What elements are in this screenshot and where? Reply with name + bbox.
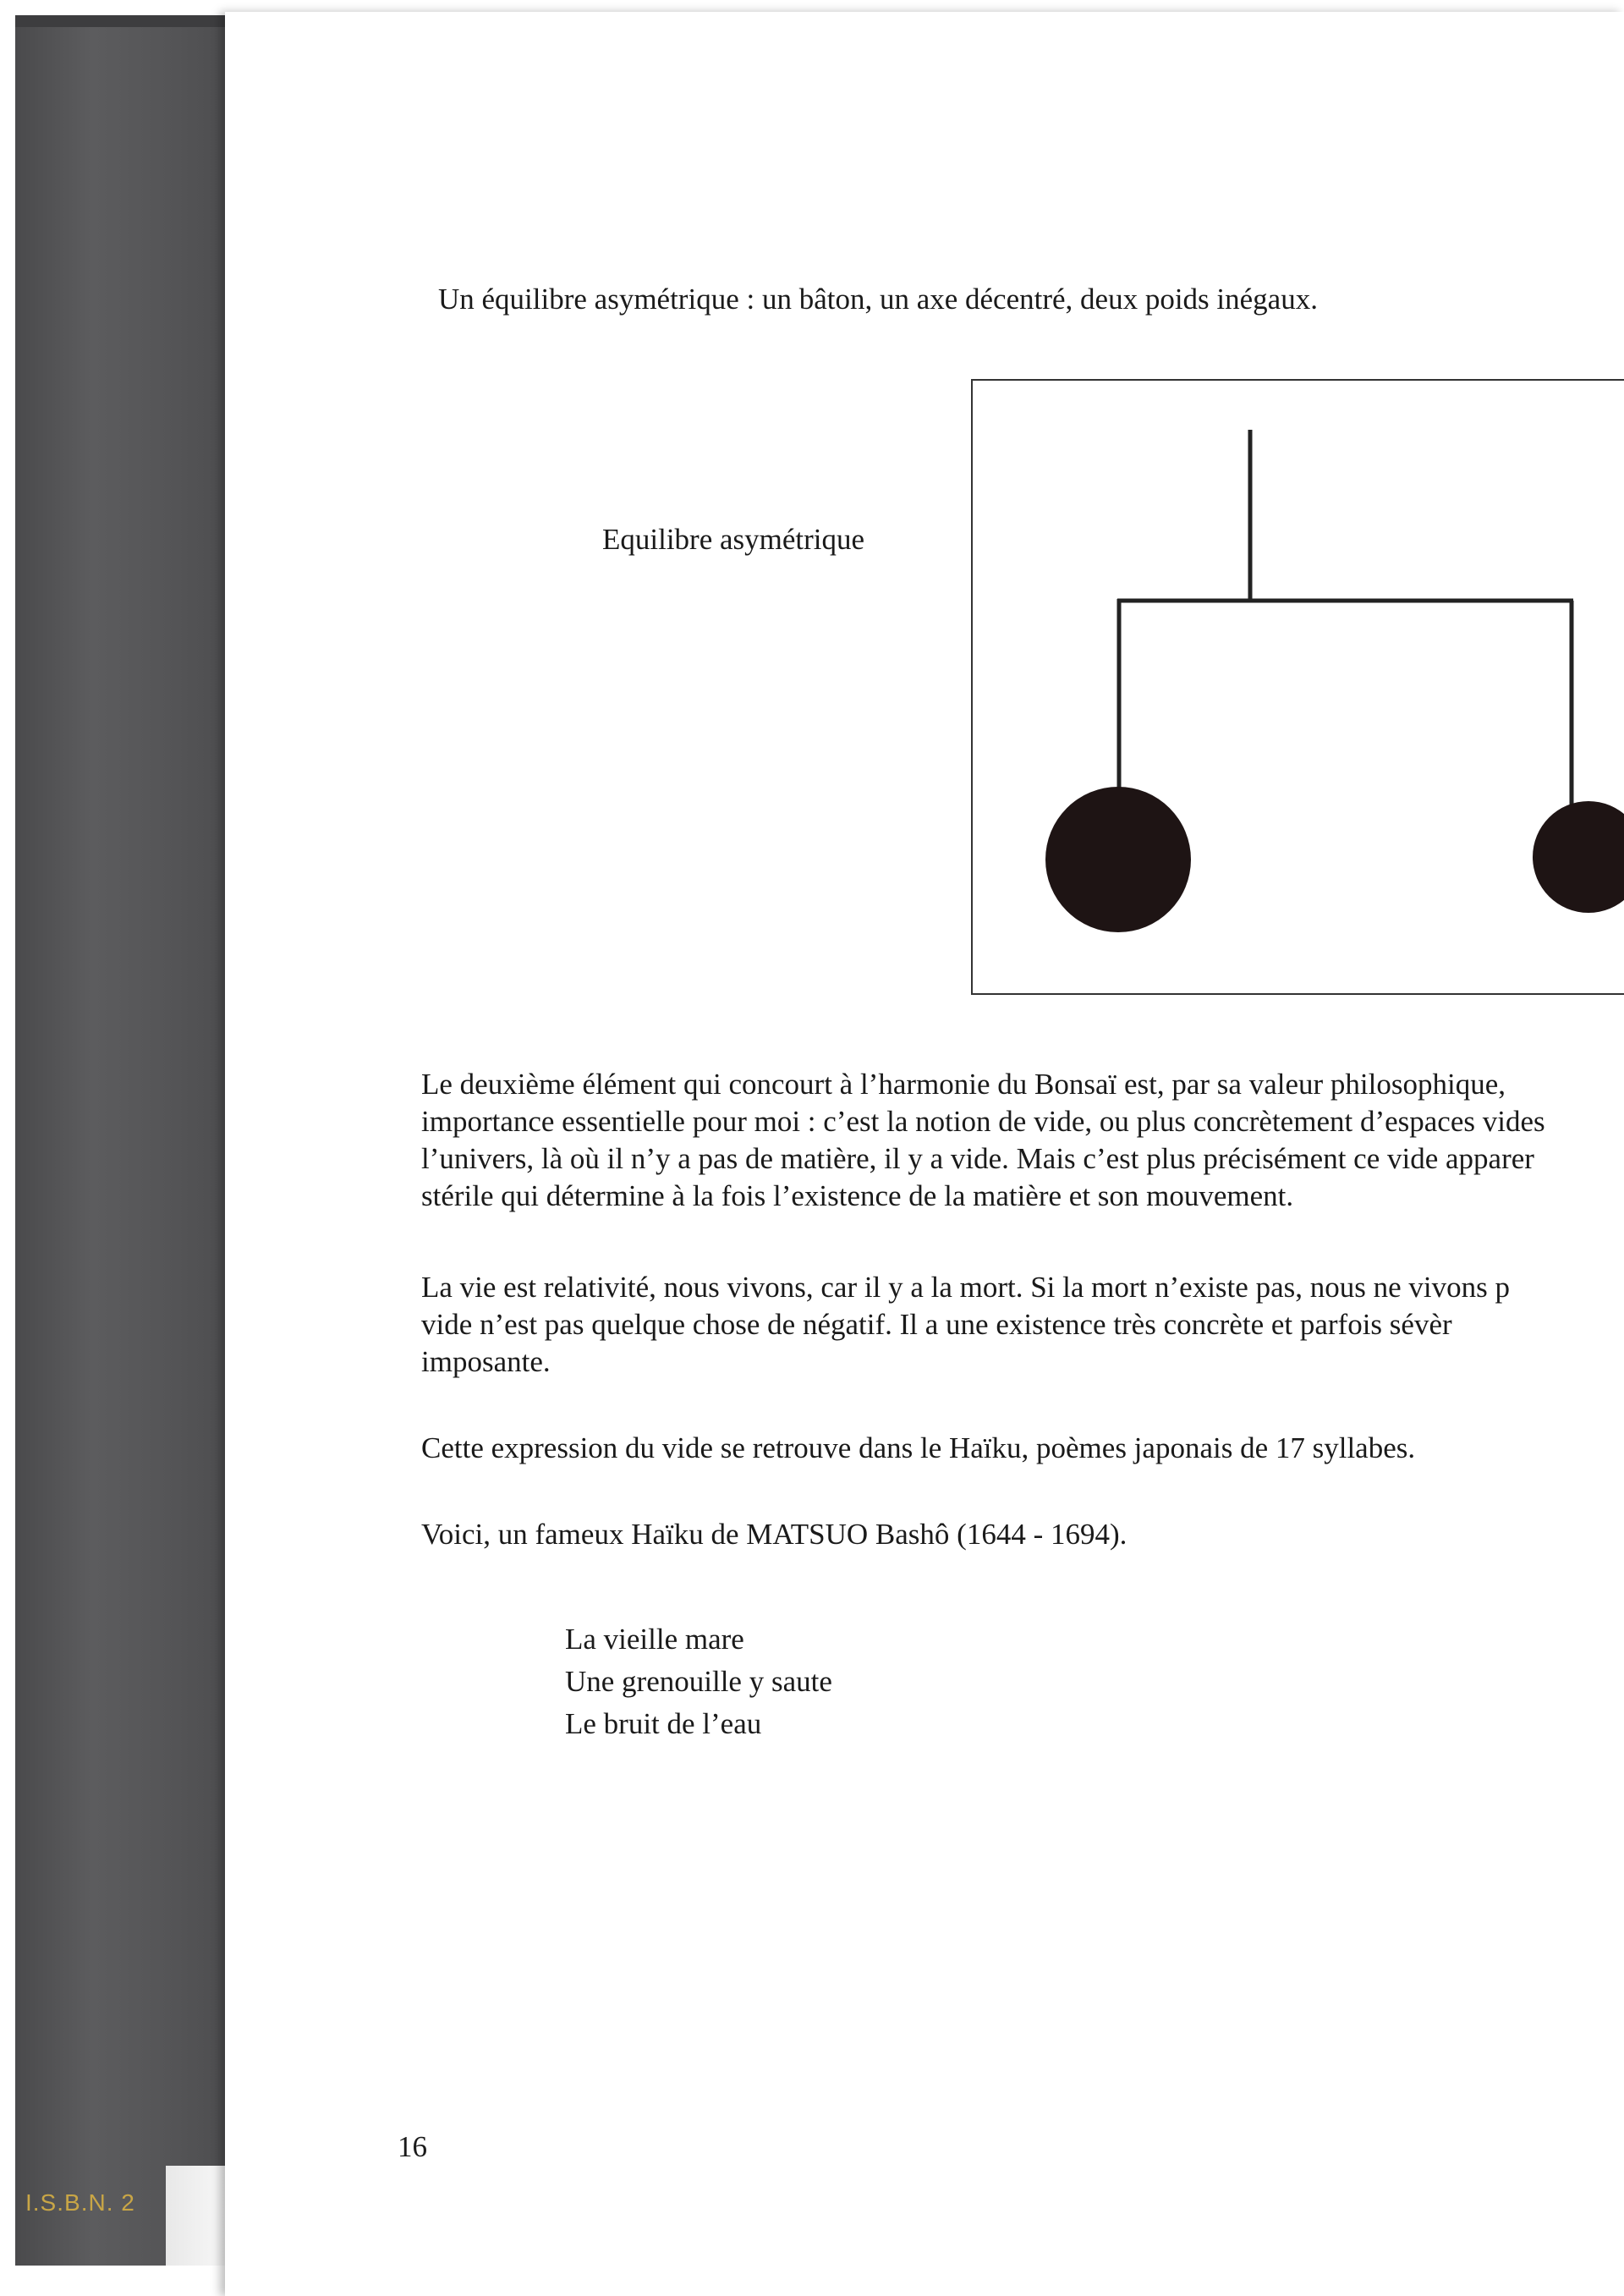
figure-label: Equilibre asymétrique: [602, 523, 865, 556]
book-cover-edge: [15, 15, 233, 2266]
paragraph-line: Le deuxième élément qui concourt à l’harmonie du Bonsaï est, par sa valeur philosophique,: [421, 1068, 1506, 1101]
isbn-label: I.S.B.N. 2: [25, 2189, 135, 2216]
paragraph-line: vide n’est pas quelque chose de négatif. Il a une existence très concrète et parfois sévèr: [421, 1308, 1452, 1341]
paragraph-3: [421, 1430, 1624, 1467]
haiku-line-1: La vieille mare: [565, 1623, 744, 1656]
paragraph-line: Cette expression du vide se retrouve dans le Haïku, poèmes japonais de 17 syllabes.: [421, 1431, 1416, 1464]
paragraph-1: [421, 1066, 1624, 1215]
paragraph-line: imposante.: [421, 1345, 551, 1378]
paragraph-line: La vie est relativité, nous vivons, car il y a la mort. Si la mort n’existe pas, nous ne vivons p: [421, 1271, 1510, 1304]
haiku-line-2: Une grenouille y saute: [565, 1665, 832, 1698]
paragraph-line: stérile qui détermine à la fois l’existence de la matière et son mouvement.: [421, 1179, 1294, 1212]
paragraph-line: Voici, un fameux Haïku de MATSUO Bashô (1644 - 1694).: [421, 1518, 1127, 1551]
asymmetric-balance-diagram: [971, 379, 1624, 995]
paragraph-4: [421, 1516, 1624, 1553]
small-weight: [1533, 801, 1624, 913]
paragraph-line: l’univers, là où il n’y a pas de matière, il y a vide. Mais c’est plus précisément ce vide apparer: [421, 1142, 1534, 1175]
cover-top-edge: [15, 15, 233, 27]
caption-top: Un équilibre asymétrique : un bâton, un axe décentré, deux poids inégaux.: [438, 283, 1318, 316]
paragraph-2: [421, 1269, 1624, 1381]
page-number: 16: [398, 2130, 427, 2163]
paragraph-line: importance essentielle pour moi : c’est la notion de vide, ou plus concrètement d’espaces vides: [421, 1105, 1545, 1138]
large-weight: [1045, 787, 1191, 932]
page-stack-edge: [166, 2166, 225, 2266]
haiku-line-3: Le bruit de l’eau: [565, 1707, 762, 1740]
